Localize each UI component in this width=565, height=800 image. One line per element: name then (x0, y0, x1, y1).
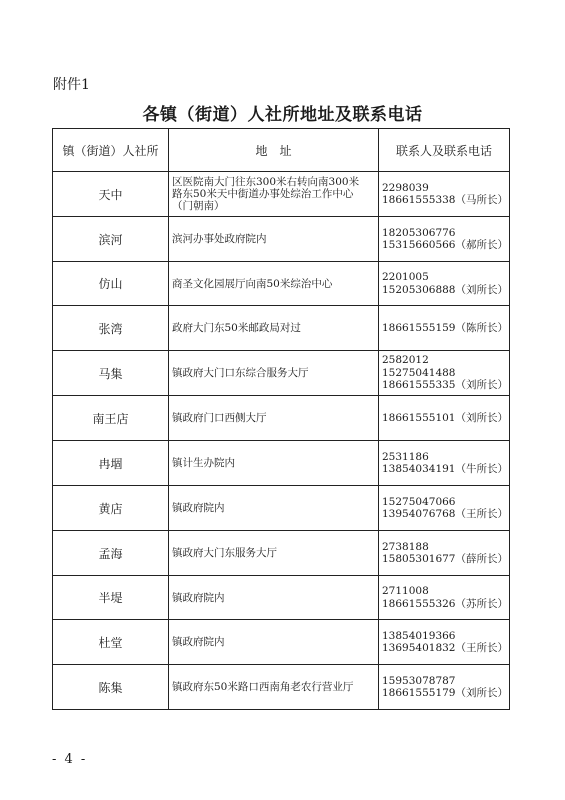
contact-line: 2201005 (382, 271, 429, 283)
contact-table (52, 128, 510, 710)
contact-line: 13854019366 (382, 629, 456, 642)
table-row (53, 576, 510, 620)
address-cell (169, 351, 379, 396)
contact-line: 15205306888（刘所长） (382, 283, 508, 296)
contact-line: 18661555338（马所长） (382, 194, 508, 206)
address-cell (169, 217, 379, 262)
address-cell (169, 665, 379, 710)
contact-line: 2711008 (382, 585, 429, 597)
contact-line: 18661555326（苏所长） (382, 597, 508, 610)
contact-line: 2582012 (382, 354, 429, 367)
contact-line: 18661555101（刘所长） (382, 411, 508, 424)
contact-cell (379, 262, 510, 306)
town-cell: 半堤 (53, 576, 169, 620)
address-cell (169, 620, 379, 665)
table-row (53, 396, 510, 441)
document-title: 各镇（街道）人社所地址及联系电话 (142, 105, 423, 125)
contact-cell (379, 441, 510, 486)
header-town: 镇（街道）人社所 (53, 129, 169, 172)
contact-cell (379, 665, 510, 710)
address-cell (169, 396, 379, 441)
town-cell: 南王店 (53, 396, 169, 441)
town-cell: 马集 (53, 351, 169, 396)
attachment-label: 附件1 (53, 77, 90, 93)
address-cell (169, 531, 379, 576)
contact-line: 18205306776 (382, 226, 456, 239)
contact-line: 2738188 (382, 540, 429, 553)
address-line: 镇政府大门口东综合服务大厅 (172, 367, 309, 379)
table-row (53, 486, 510, 531)
address-line: 商圣文化园展厅向南50米综治中心 (172, 277, 333, 290)
address-line: 政府大门东50米邮政局对过 (172, 322, 301, 334)
address-line: 区医院南大门往东300米右转向南300米 (172, 176, 360, 188)
table-row (53, 217, 510, 262)
header-address: 地 址 (169, 129, 379, 172)
table-row (53, 441, 510, 486)
address-line: 滨河办事处政府院内 (172, 233, 267, 245)
address-line: 镇政府院内 (172, 591, 225, 604)
contact-line: 15315660566（郝所长） (382, 239, 508, 251)
town-cell: 滨河 (53, 217, 169, 262)
table-row (53, 531, 510, 576)
address-line: 镇政府大门东服务大厅 (172, 547, 277, 559)
town-cell: 陈集 (53, 665, 169, 710)
town-cell: 黄店 (53, 486, 169, 531)
table-body (53, 172, 510, 710)
contact-line: 18661555179（刘所长） (382, 687, 508, 699)
address-cell (169, 576, 379, 620)
contact-cell (379, 172, 510, 217)
table-row (53, 351, 510, 396)
contact-line: 15805301677（薛所长） (382, 553, 508, 565)
contact-line: 13954076768（王所长） (382, 508, 508, 520)
table-row (53, 306, 510, 351)
address-cell (169, 262, 379, 306)
contact-cell (379, 351, 510, 396)
contact-cell (379, 396, 510, 441)
contact-line: 18661555159（陈所长） (382, 321, 508, 334)
address-cell (169, 486, 379, 531)
town-cell: 张湾 (53, 306, 169, 351)
address-cell (169, 172, 379, 217)
contact-line: 13854034191（牛所长） (382, 463, 508, 475)
contact-line: 2531186 (382, 450, 429, 463)
table-row (53, 172, 510, 217)
address-line: 镇政府东50米路口西南角老农行营业厅 (172, 681, 354, 693)
address-line: （门朝南） (172, 200, 225, 212)
contact-cell (379, 217, 510, 262)
address-line: 镇政府院内 (172, 502, 225, 514)
town-cell: 杜堂 (53, 620, 169, 665)
address-cell (169, 306, 379, 351)
contact-line: 15953078787 (382, 674, 456, 687)
table-row (53, 665, 510, 710)
contact-line: 13695401832（王所长） (382, 642, 508, 654)
town-cell: 冉堌 (53, 441, 169, 486)
contact-line: 15275041488 (382, 366, 456, 379)
table-header-row (53, 129, 510, 172)
page-number: - 4 - (52, 752, 88, 767)
table-row (53, 262, 510, 306)
contact-line: 2298039 (382, 181, 429, 194)
address-cell (169, 441, 379, 486)
table-row (53, 620, 510, 665)
town-cell: 孟海 (53, 531, 169, 576)
contact-line: 15275047066 (382, 495, 456, 508)
address-line: 镇政府门口西侧大厅 (172, 412, 267, 424)
address-line: 镇计生办院内 (172, 457, 235, 469)
town-cell: 仿山 (53, 262, 169, 306)
contact-cell (379, 486, 510, 531)
contact-cell (379, 306, 510, 351)
header-contact: 联系人及联系电话 (379, 129, 510, 172)
contact-cell (379, 576, 510, 620)
address-line: 路东50米天中街道办事处综治工作中心 (172, 188, 354, 200)
contact-cell (379, 531, 510, 576)
contact-cell (379, 620, 510, 665)
town-cell: 天中 (53, 172, 169, 217)
contact-line: 18661555335（刘所长） (382, 379, 508, 392)
address-line: 镇政府院内 (172, 636, 225, 648)
